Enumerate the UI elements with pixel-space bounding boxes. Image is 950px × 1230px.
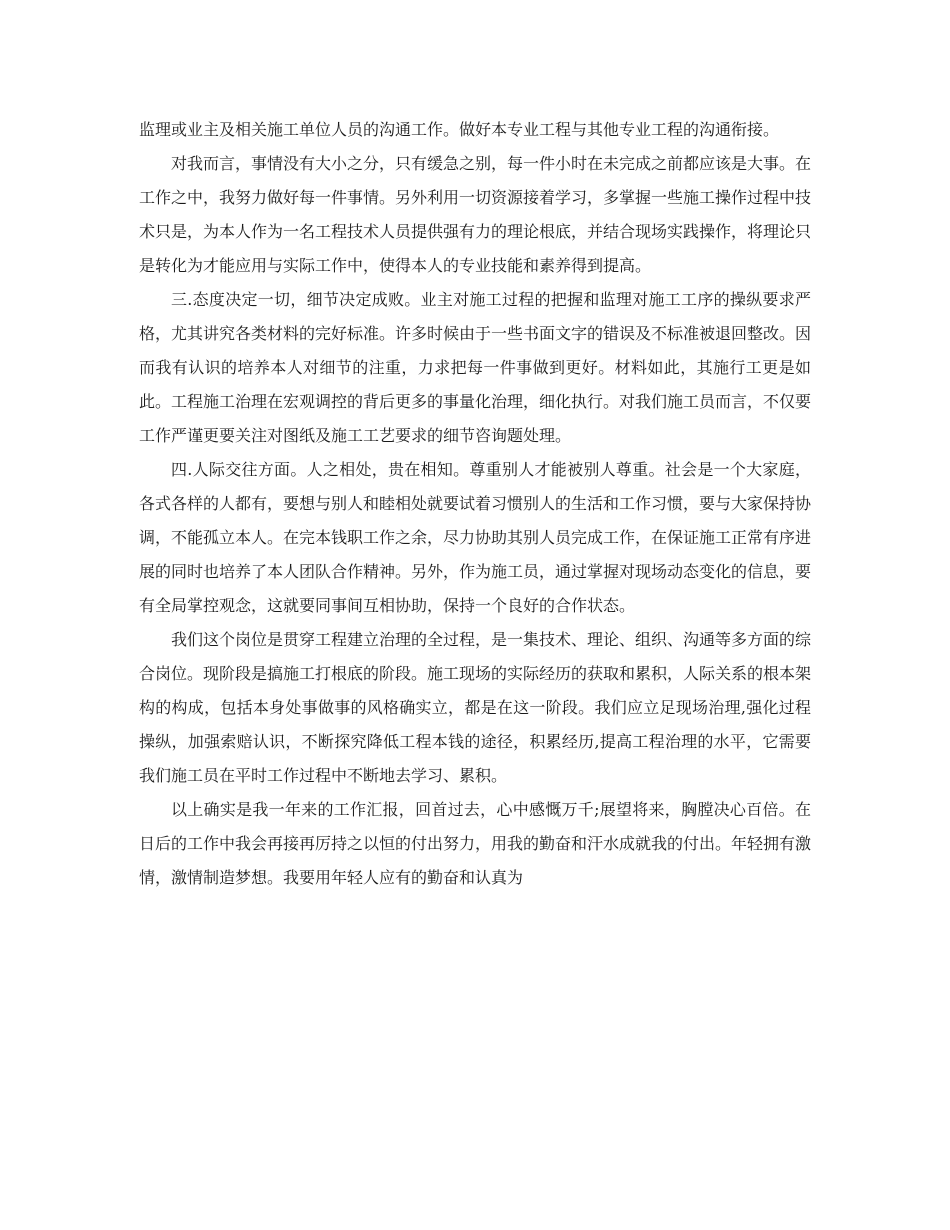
paragraph-interpersonal: 四.人际交往方面。人之相处，贵在相知。尊重别人才能被别人尊重。社会是一个大家庭，各式各样的人都有，要想与别人和睦相处就要试着习惯别人的生活和工作习惯，要与大家保持协调，不能孤立本人。在完本钱职工作之余，尽力协助其别人员完成工作，在保证施工正常有序进展的同时也培养了本人团队合作精神。另外，作为施工员，通过掌握对现场动态变化的信息，要有全局掌控观念，这就要同事间互相协助，保持一个良好的合作状态。 [139,460,812,615]
paragraph-communication: 监理或业主及相关施工单位人员的沟通工作。做好本专业工程与其他专业工程的沟通衔接。 [139,120,780,139]
paragraph-conclusion: 以上确实是我一年来的工作汇报，回首过去，心中感慨万千;展望将来，胸膛决心百倍。在日后的工作中我会再接再厉持之以恒的付出努力，用我的勤奋和汗水成就我的付出。年轻拥有激情，激情制造梦想。我要用年轻人应有的勤奋和认真为 [139,800,812,887]
paragraph-attitude-details: 三.态度决定一切，细节决定成败。业主对施工过程的把握和监理对施工工序的操纵要求严格，尤其讲究各类材料的完好标准。许多时候由于一些书面文字的错误及不标准被退回整改。因而我有认识的培养本人对细节的注重，力求把每一件事做到更好。材料如此，其施行工更是如此。工程施工治理在宏观调控的背后更多的事量化治理，细化执行。对我们施工员而言，不仅要工作严谨更要关注对图纸及施工工艺要求的细节咨询题处理。 [139,290,812,445]
paragraph-priorities: 对我而言，事情没有大小之分，只有缓急之别，每一件小时在未完成之前都应该是大事。在工作之中，我努力做好每一件事情。另外利用一切资源接着学习，多掌握一些施工操作过程中技术只是，为本人作为一名工程技术人员提供强有力的理论根底，并结合现场实践操作，将理论只是转化为才能应用与实际工作中，使得本人的专业技能和素养得到提高。 [139,154,812,275]
document-page [139,113,811,895]
paragraph-position: 我们这个岗位是贯穿工程建立治理的全过程，是一集技术、理论、组织、沟通等多方面的综合岗位。现阶段是搞施工打根底的阶段。施工现场的实际经历的获取和累积，人际关系的根本架构的构成，包括本身处事做事的风格确实立，都是在这一阶段。我们应立足现场治理,强化过程操纵，加强索赔认识，不断探究降低工程本钱的途径，积累经历,提高工程治理的水平，它需要我们施工员在平时工作过程中不断地去学习、累积。 [139,630,812,785]
